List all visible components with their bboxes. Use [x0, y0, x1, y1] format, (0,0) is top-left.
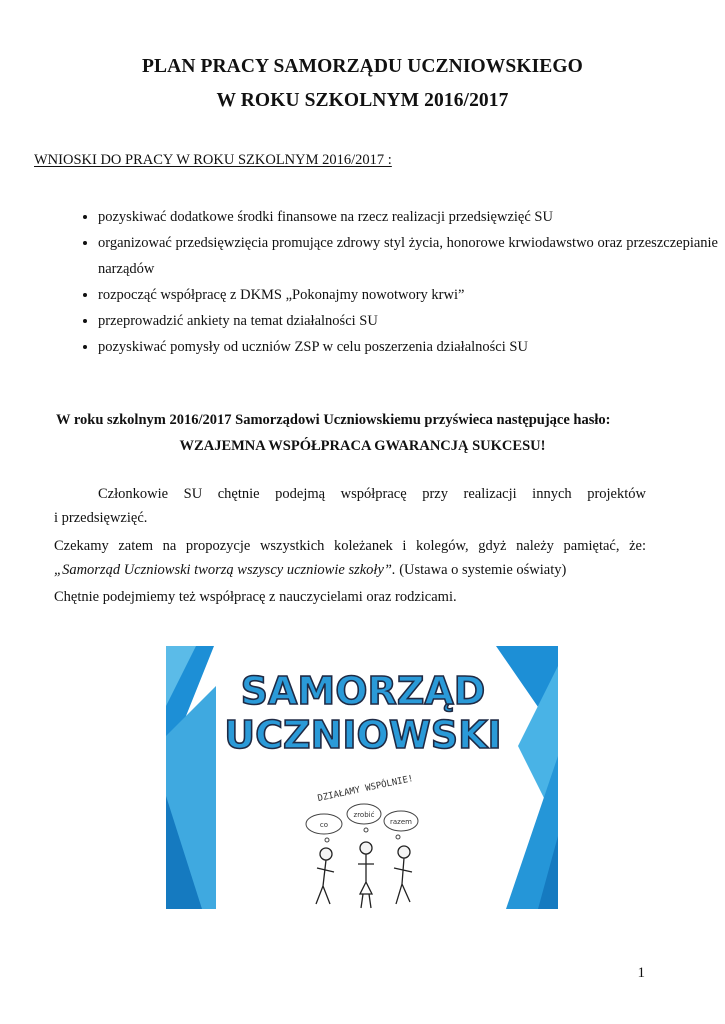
- poster-title-2: UCZNIOWSKI: [224, 713, 502, 757]
- title-line-1: PLAN PRACY SAMORZĄDU UCZNIOWSKIEGO: [142, 56, 583, 77]
- page-number: 1: [637, 965, 645, 981]
- list-item: • przeprowadzić ankiety na temat działalności SU: [98, 308, 718, 334]
- list-item: • pozyskiwać pomysły od uczniów ZSP w celu poszerzenia działalności SU: [98, 334, 718, 360]
- list-item: • organizować przedsięwzięcia promujące zdrowy styl życia, honorowe krwiodawstwo oraz przeszczepianie narządów: [98, 230, 718, 282]
- student-council-poster: [166, 646, 558, 909]
- conclusions-heading: WNIOSKI DO PRACY W ROKU SZKOLNYM 2016/2017 :: [34, 152, 392, 168]
- paragraph-2-line-2: [54, 559, 566, 583]
- bubble-text: zrobić: [353, 811, 375, 819]
- statute-source: (Ustawa o systemie oświaty): [395, 562, 567, 578]
- poster-handwriting: DZIAŁAMY WSPÓLNIE!: [316, 774, 415, 805]
- list-item: • pozyskiwać dodatkowe środki finansowe na rzecz realizacji przedsięwzięć SU: [98, 204, 718, 230]
- motto-slogan: WZAJEMNA WSPÓŁPRACA GWARANCJĄ SUKCESU!: [179, 438, 546, 454]
- paragraph-2-line-1: Czekamy zatem na propozycje wszystkich koleżanek i kolegów, gdyż należy pamiętać, że:: [54, 538, 646, 554]
- paragraph-3: Chętnie podejmiemy też współpracę z nauczycielami oraz rodzicami.: [54, 589, 457, 605]
- bubble-text: razem: [390, 818, 412, 826]
- paragraph-1-line-2: i przedsięwzięć.: [54, 510, 148, 526]
- title-line-2: W ROKU SZKOLNYM 2016/2017: [216, 90, 509, 111]
- poster-title-1: SAMORZĄD: [240, 669, 486, 713]
- list-item: • rozpocząć współpracę z DKMS „Pokonajmy nowotwory krwi”: [98, 282, 718, 308]
- paragraph-1-line-1: Członkowie SU chętnie podejmą współpracę przy realizacji innych projektów: [98, 486, 646, 502]
- bubble-text: co: [319, 821, 329, 829]
- statute-quote: „Samorząd Uczniowski tworzą wszyscy uczniowie szkoły”.: [54, 562, 396, 578]
- conclusions-list: [58, 204, 718, 360]
- motto-intro: W roku szkolnym 2016/2017 Samorządowi Uczniowskiemu przyświeca następujące hasło:: [56, 412, 611, 428]
